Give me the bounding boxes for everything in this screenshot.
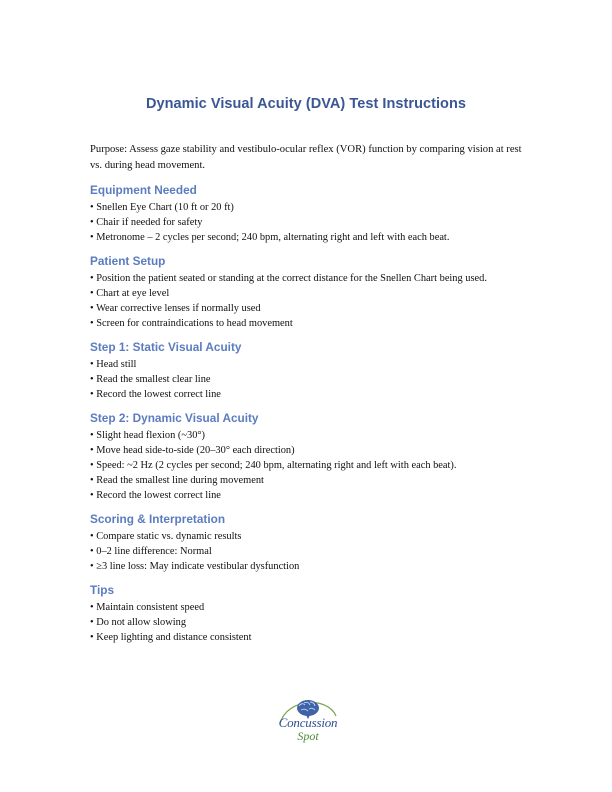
- bullet: •: [90, 531, 94, 542]
- bullet-list: [90, 200, 530, 245]
- bullet: •: [90, 273, 94, 284]
- bullet: •: [90, 561, 94, 572]
- section-heading: Step 2: Dynamic Visual Acuity: [90, 411, 259, 425]
- list-item: • Position the patient seated or standing at the correct distance for the Snellen Chart being used.: [90, 273, 487, 284]
- bullet-list: [90, 428, 530, 503]
- section-tips: [90, 583, 530, 645]
- bullet: •: [90, 490, 94, 501]
- logo-text-concussion: Concussion: [278, 715, 338, 730]
- bullet: •: [90, 389, 94, 400]
- bullet: •: [90, 318, 94, 329]
- bullet: •: [90, 288, 94, 299]
- list-item: • Read the smallest clear line: [90, 374, 211, 385]
- list-item: • Metronome – 2 cycles per second; 240 bpm, alternating right and left with each beat.: [90, 232, 450, 243]
- bullet: •: [90, 445, 94, 456]
- bullet: •: [90, 460, 94, 471]
- list-item: • Compare static vs. dynamic results: [90, 531, 242, 542]
- section-patient-setup: [90, 254, 530, 331]
- bullet-list: [90, 357, 530, 402]
- list-item: • 0–2 line difference: Normal: [90, 546, 212, 557]
- list-item: • Keep lighting and distance consistent: [90, 632, 252, 643]
- list-item: • Record the lowest correct line: [90, 490, 221, 501]
- bullet: •: [90, 617, 94, 628]
- list-item: • Speed: ~2 Hz (2 cycles per second; 240 bpm, alternating right and left with each beat).: [90, 460, 457, 471]
- bullet: •: [90, 546, 94, 557]
- bullet: •: [90, 602, 94, 613]
- document-body: [90, 142, 530, 654]
- bullet: •: [90, 359, 94, 370]
- list-item: • Screen for contraindications to head movement: [90, 318, 293, 329]
- list-item: • Move head side-to-side (20–30° each direction): [90, 445, 295, 456]
- bullet: •: [90, 232, 94, 243]
- purpose-paragraph: Purpose: Assess gaze stability and vestibulo-ocular reflex (VOR) function by comparing vision at rest vs. during head movement.: [90, 144, 522, 171]
- list-item: • Snellen Eye Chart (10 ft or 20 ft): [90, 202, 234, 213]
- list-item: • Chair if needed for safety: [90, 217, 203, 228]
- logo-text-spot: Spot: [297, 729, 319, 743]
- section-heading: Tips: [90, 583, 115, 597]
- section-static-acuity: [90, 340, 530, 402]
- list-item: • Chart at eye level: [90, 288, 170, 299]
- bullet: •: [90, 202, 94, 213]
- section-heading: Scoring & Interpretation: [90, 512, 226, 526]
- bullet-list: [90, 271, 530, 331]
- bullet: •: [90, 430, 94, 441]
- bullet: •: [90, 217, 94, 228]
- section-dynamic-acuity: [90, 411, 530, 503]
- list-item: • Maintain consistent speed: [90, 602, 205, 613]
- list-item: • ≥3 line loss: May indicate vestibular dysfunction: [90, 561, 300, 572]
- concussion-spot-logo: [270, 694, 346, 750]
- document-title: Dynamic Visual Acuity (DVA) Test Instructions: [146, 96, 466, 112]
- list-item: • Slight head flexion (~30°): [90, 430, 206, 441]
- bullet-list: [90, 600, 530, 645]
- section-heading: Patient Setup: [90, 254, 166, 268]
- bullet: •: [90, 475, 94, 486]
- bullet: •: [90, 303, 94, 314]
- section-heading: Step 1: Static Visual Acuity: [90, 340, 242, 354]
- list-item: • Read the smallest line during movement: [90, 475, 264, 486]
- list-item: • Record the lowest correct line: [90, 389, 221, 400]
- bullet-list: [90, 529, 530, 574]
- list-item: • Do not allow slowing: [90, 617, 187, 628]
- section-scoring: [90, 512, 530, 574]
- list-item: • Head still: [90, 359, 137, 370]
- section-equipment: [90, 183, 530, 245]
- section-heading: Equipment Needed: [90, 183, 197, 197]
- bullet: •: [90, 632, 94, 643]
- bullet: •: [90, 374, 94, 385]
- list-item: • Wear corrective lenses if normally used: [90, 303, 261, 314]
